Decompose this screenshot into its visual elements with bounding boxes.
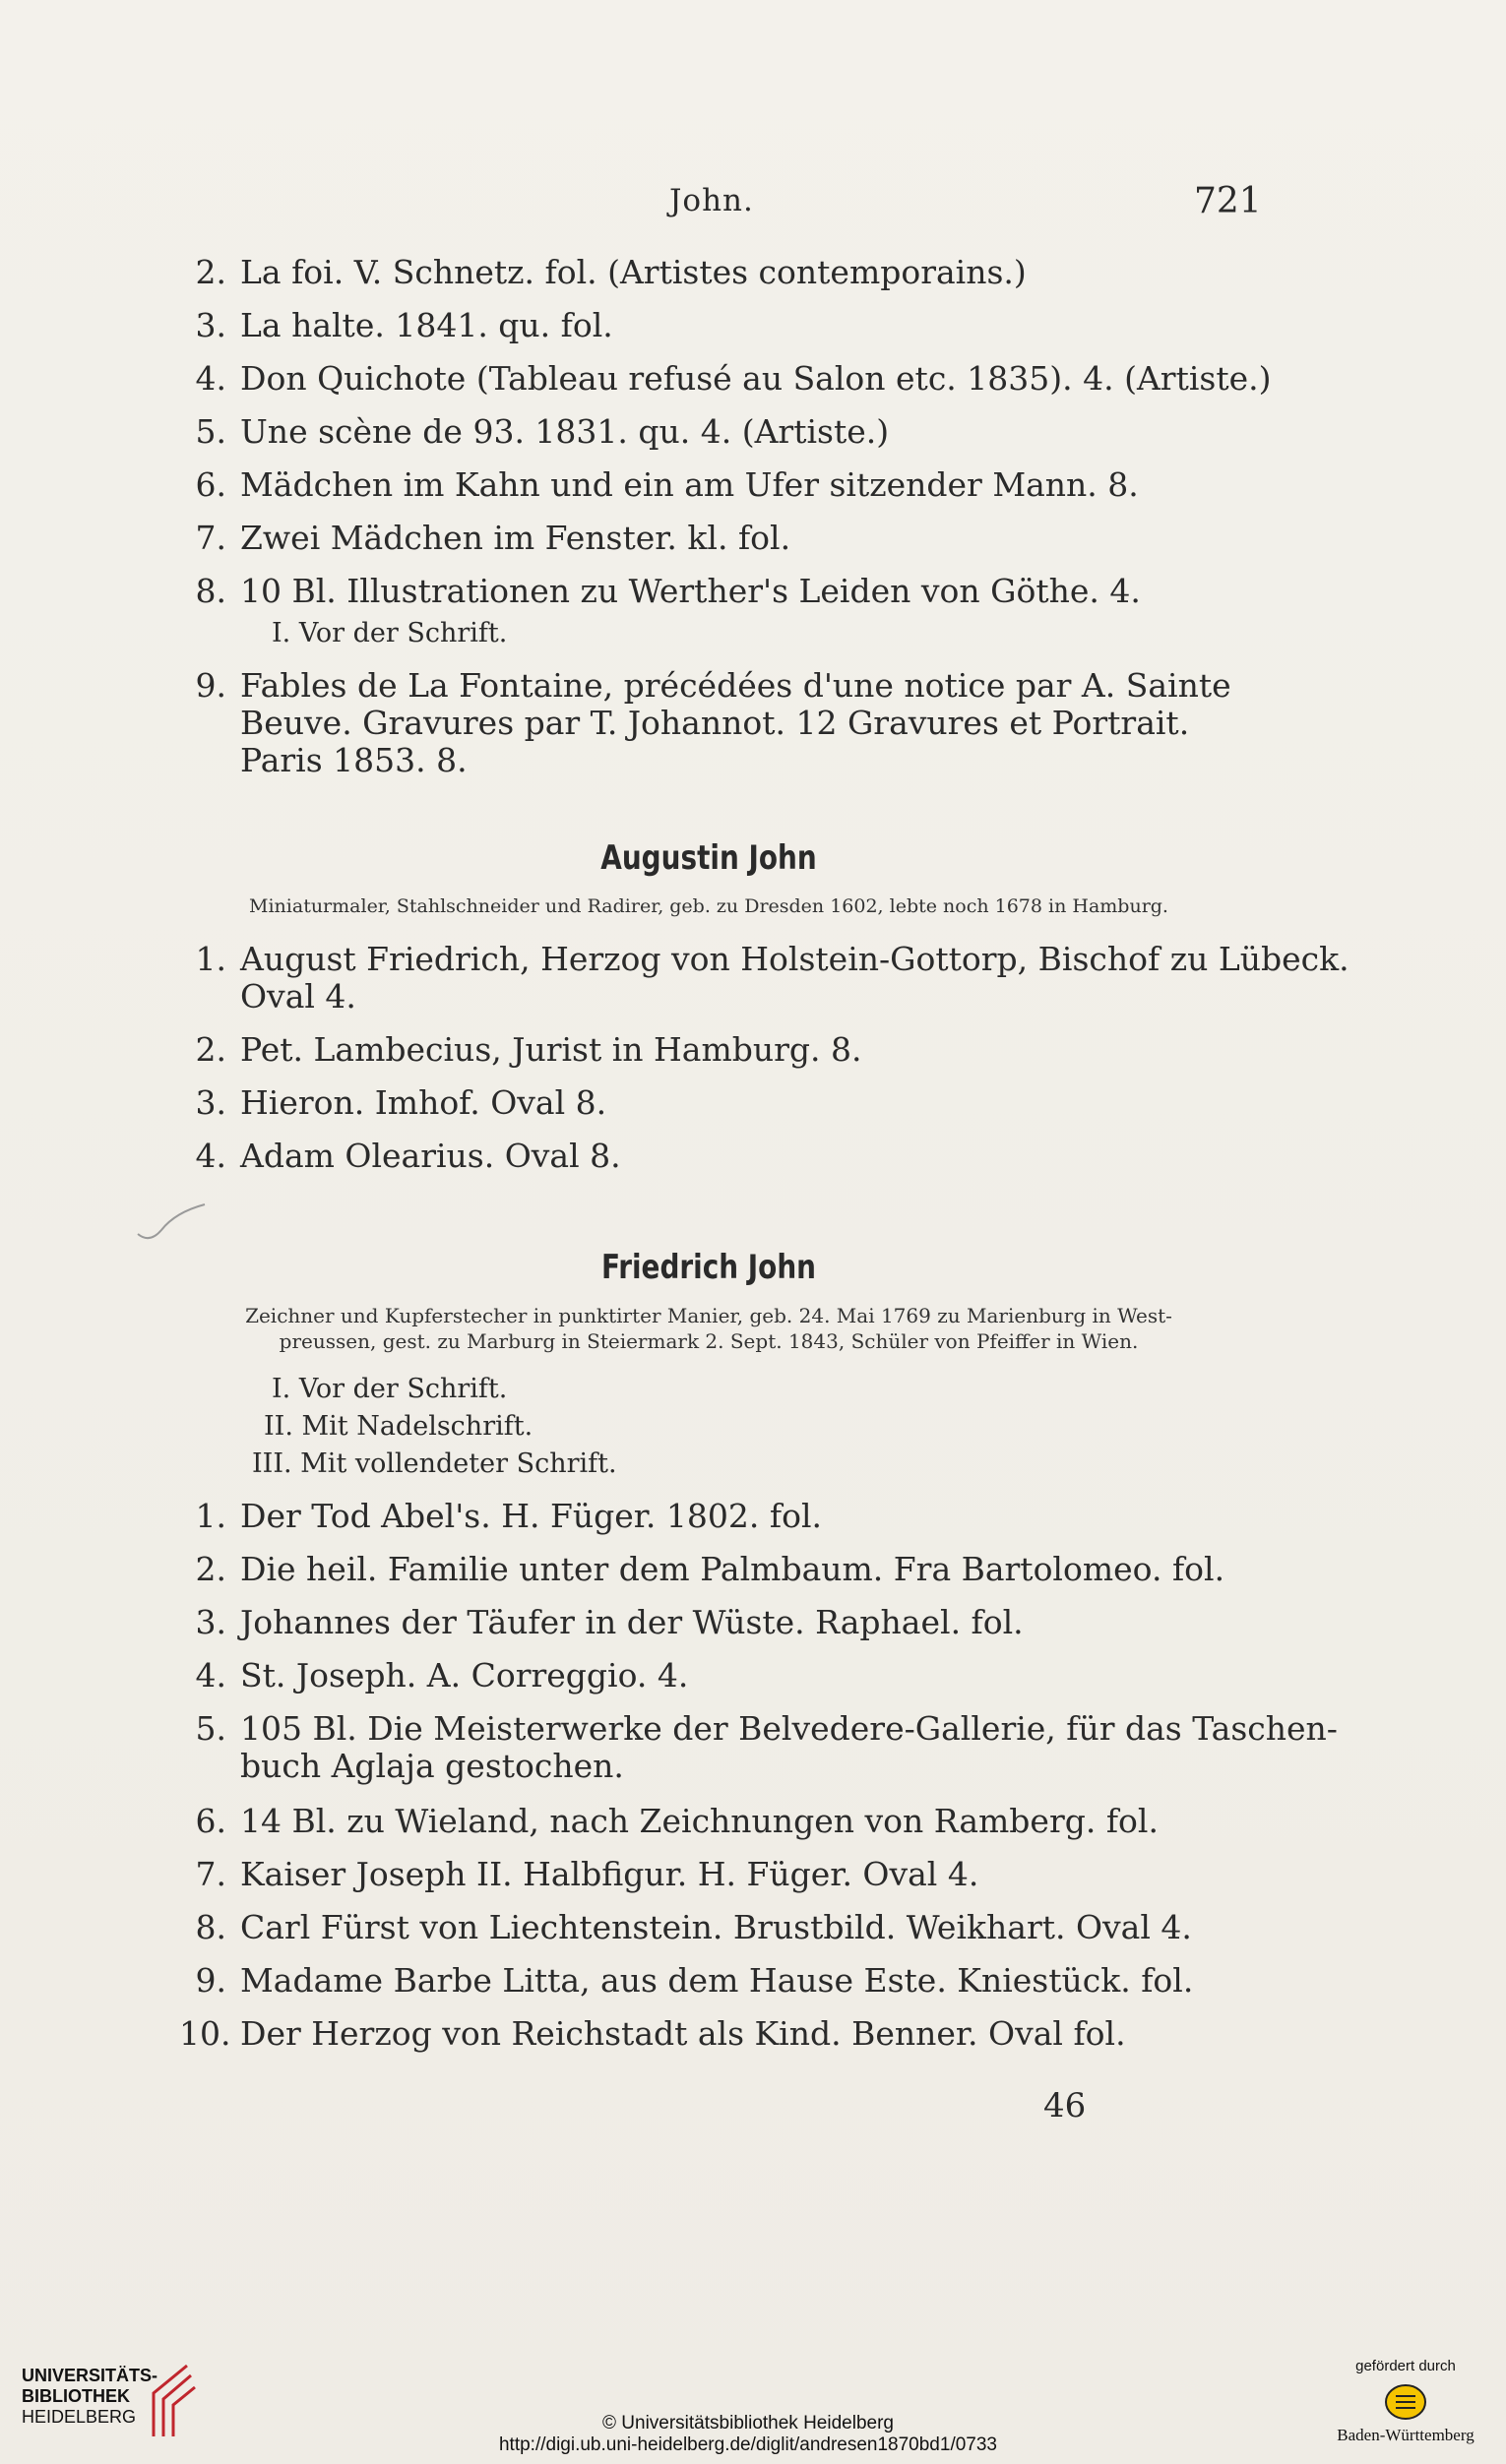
list-item: 5. 105 Bl. Die Meisterwerke der Belvedere-Gallerie, für das Taschen- buch Aglaja gestochen. bbox=[195, 1709, 1338, 1785]
library-logo-icon bbox=[148, 2360, 207, 2438]
state-note: I. Vor der Schrift. bbox=[272, 618, 508, 648]
state-note: III. Mit vollendeter Schrift. bbox=[252, 1448, 617, 1479]
page-number: 721 bbox=[1194, 181, 1262, 221]
pencil-mark-decoration bbox=[136, 1199, 215, 1248]
list-item: 4. Don Quichote (Tableau refusé au Salon etc. 1835). 4. (Artiste.) bbox=[195, 359, 1272, 398]
list-item: 2. Die heil. Familie unter dem Palmbaum. Fra Bartolomeo. fol. bbox=[195, 1550, 1225, 1588]
running-head: John. bbox=[669, 183, 754, 218]
state-note: I. Vor der Schrift. bbox=[272, 1374, 508, 1404]
list-item: 2. Pet. Lambecius, Jurist in Hamburg. 8. bbox=[195, 1030, 862, 1069]
permalink[interactable]: http://digi.ub.uni-heidelberg.de/diglit/andresen1870bd1/0733 bbox=[498, 2434, 997, 2455]
sponsor-logo[interactable]: gefördert durch Baden-Württemberg bbox=[1337, 2358, 1475, 2444]
list-item: 4. St. Joseph. A. Correggio. 4. bbox=[195, 1656, 689, 1694]
list-item: 5. Une scène de 93. 1831. qu. 4. (Artiste.) bbox=[195, 412, 890, 451]
list-item: 9. Fables de La Fontaine, précédées d'une notice par A. Sainte Beuve. Gravures par T. Johannot. 12 Gravures et Portrait. Paris 1853. 8. bbox=[195, 666, 1231, 779]
list-item: 6. Mädchen im Kahn und ein am Ufer sitzender Mann. 8. bbox=[195, 465, 1139, 504]
list-item: 7. Zwei Mädchen im Fenster. kl. fol. bbox=[195, 519, 791, 557]
library-logo[interactable]: UNIVERSITÄTS- BIBLIOTHEK HEIDELBERG bbox=[22, 2366, 158, 2427]
list-item: 3. La halte. 1841. qu. fol. bbox=[195, 306, 613, 344]
section-note-augustin: Miniaturmaler, Stahlschneider und Radirer, geb. zu Dresden 1602, lebte noch 1678 in Hamburg. bbox=[249, 895, 1168, 917]
list-item: 8. Carl Fürst von Liechtenstein. Brustbild. Weikhart. Oval 4. bbox=[195, 1908, 1192, 1946]
section-note-friedrich: Zeichner und Kupferstecher in punktirter Manier, geb. 24. Mai 1769 zu Marienburg in West- preussen, gest. zu Marburg in Steiermark 2. Sept. 1843, Schüler von Pfeiffer in Wien. bbox=[245, 1304, 1172, 1353]
list-item: 1. August Friedrich, Herzog von Holstein-Gottorp, Bischof zu Lübeck. Oval 4. bbox=[195, 940, 1349, 1016]
footer-credits bbox=[394, 2413, 1102, 2456]
list-item: 9. Madame Barbe Litta, aus dem Hause Este. Kniestück. fol. bbox=[195, 1961, 1194, 2000]
list-item: 7. Kaiser Joseph II. Halbfigur. H. Füger. Oval 4. bbox=[195, 1855, 979, 1893]
section-heading-friedrich: Friedrich John bbox=[600, 1248, 817, 1287]
coat-of-arms-icon bbox=[1384, 2382, 1427, 2422]
signature-mark: 46 bbox=[1043, 2086, 1087, 2125]
list-item: 3. Hieron. Imhof. Oval 8. bbox=[195, 1083, 607, 1122]
list-item: 8. 10 Bl. Illustrationen zu Werther's Leiden von Göthe. 4. bbox=[195, 572, 1141, 610]
list-item: 10. Der Herzog von Reichstadt als Kind. Benner. Oval fol. bbox=[179, 2014, 1126, 2053]
list-item: 3. Johannes der Täufer in der Wüste. Raphael. fol. bbox=[195, 1603, 1024, 1641]
list-item: 4. Adam Olearius. Oval 8. bbox=[195, 1137, 621, 1175]
list-item: 1. Der Tod Abel's. H. Füger. 1802. fol. bbox=[195, 1497, 822, 1535]
list-item: 6. 14 Bl. zu Wieland, nach Zeichnungen von Ramberg. fol. bbox=[195, 1802, 1159, 1840]
state-note: II. Mit Nadelschrift. bbox=[264, 1411, 533, 1442]
section-heading-augustin: Augustin John bbox=[600, 838, 817, 878]
copyright-text: © Universitätsbibliothek Heidelberg bbox=[602, 2413, 894, 2433]
list-item: 2. La foi. V. Schnetz. fol. (Artistes contemporains.) bbox=[195, 253, 1027, 291]
